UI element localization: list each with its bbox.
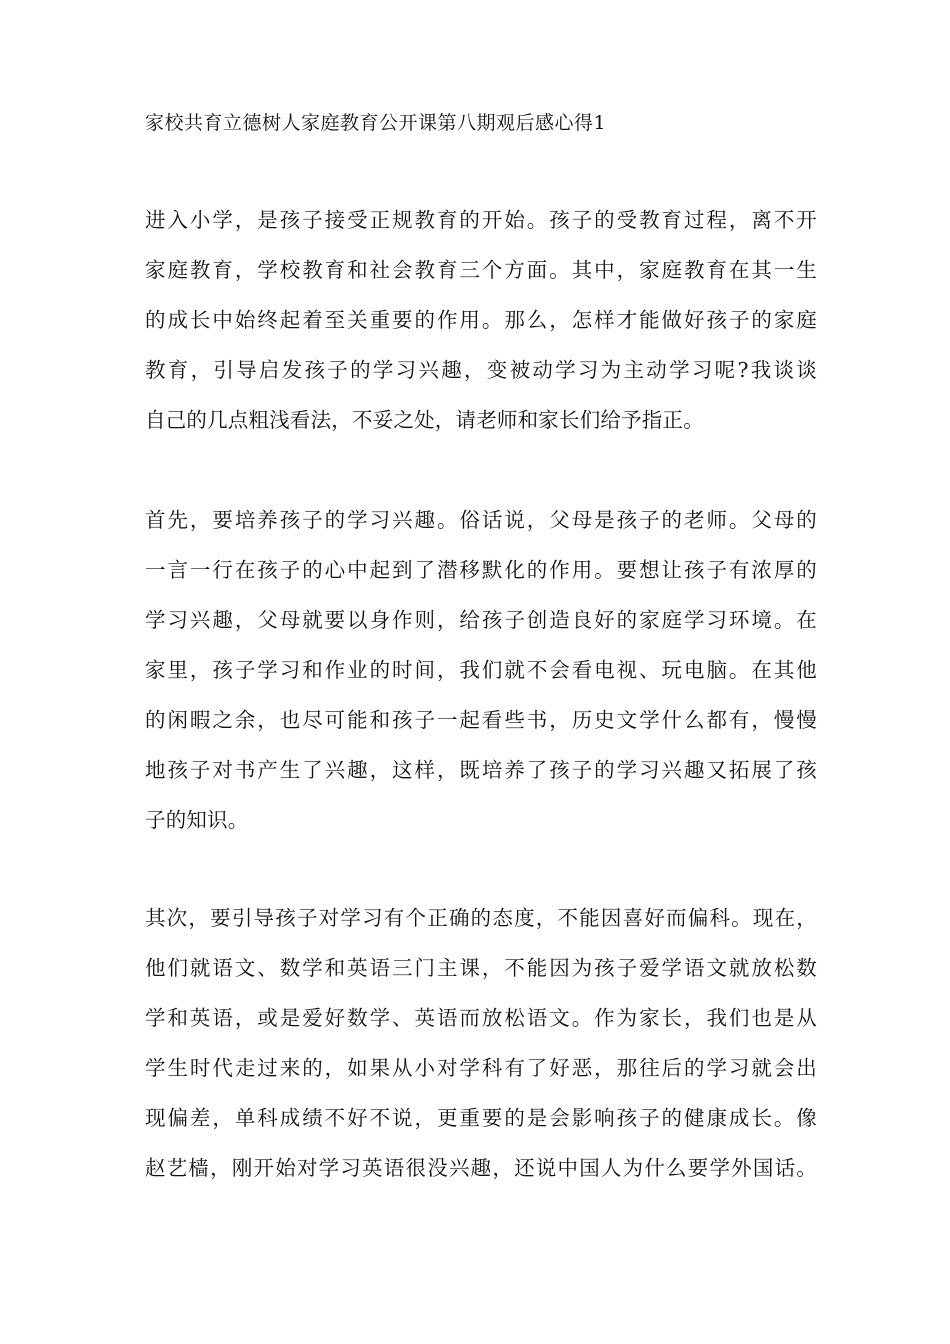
text-line: 学和英语，或是爱好数学、英语而放松语文。作为家长，我们也是从	[145, 1006, 817, 1030]
text-line: 自己的几点粗浅看法，不妥之处，请老师和家长们给予指正。	[145, 408, 704, 432]
text-line: 一言一行在孩子的心中起到了潜移默化的作用。要想让孩子有浓厚的	[145, 558, 817, 582]
text-line: 现偏差，单科成绩不好不说，更重要的是会影响孩子的健康成长。像	[145, 1106, 817, 1130]
text-line: 学生时代走过来的，如果从小对学科有了好恶，那往后的学习就会出	[145, 1056, 817, 1080]
text-line: 赵艺樯，刚开始对学习英语很没兴趣，还说中国人为什么要学外国话。	[145, 1156, 817, 1180]
paragraph-second-point	[145, 893, 817, 1193]
text-line: 学习兴趣，父母就要以身作则，给孩子创造良好的家庭学习环境。在	[145, 608, 817, 632]
text-line: 地孩子对书产生了兴趣，这样，既培养了孩子的学习兴趣又拓展了孩	[145, 758, 817, 782]
text-line: 教育，引导启发孩子的学习兴趣，变被动学习为主动学习呢?我谈谈	[145, 358, 817, 382]
text-line: 家里，孩子学习和作业的时间，我们就不会看电视、玩电脑。在其他	[145, 658, 817, 682]
text-line: 的闲暇之余，也尽可能和孩子一起看些书，历史文学什么都有，慢慢	[145, 708, 817, 732]
text-line: 进入小学，是孩子接受正规教育的开始。孩子的受教育过程，离不开	[145, 208, 817, 232]
text-line: 子的知识。	[145, 808, 249, 832]
text-line: 家庭教育，学校教育和社会教育三个方面。其中，家庭教育在其一生	[145, 258, 817, 282]
text-line: 首先，要培养孩子的学习兴趣。俗话说，父母是孩子的老师。父母的	[145, 508, 817, 532]
text-line: 其次，要引导孩子对学习有个正确的态度，不能因喜好而偏科。现在，	[145, 906, 817, 930]
paragraph-intro	[145, 195, 817, 445]
text-line: 他们就语文、数学和英语三门主课，不能因为孩子爱学语文就放松数	[145, 956, 817, 980]
paragraph-first-point	[145, 495, 817, 845]
text-line: 的成长中始终起着至关重要的作用。那么，怎样才能做好孩子的家庭	[145, 308, 817, 332]
document-title: 家校共育立德树人家庭教育公开课第八期观后感心得1	[145, 112, 607, 134]
